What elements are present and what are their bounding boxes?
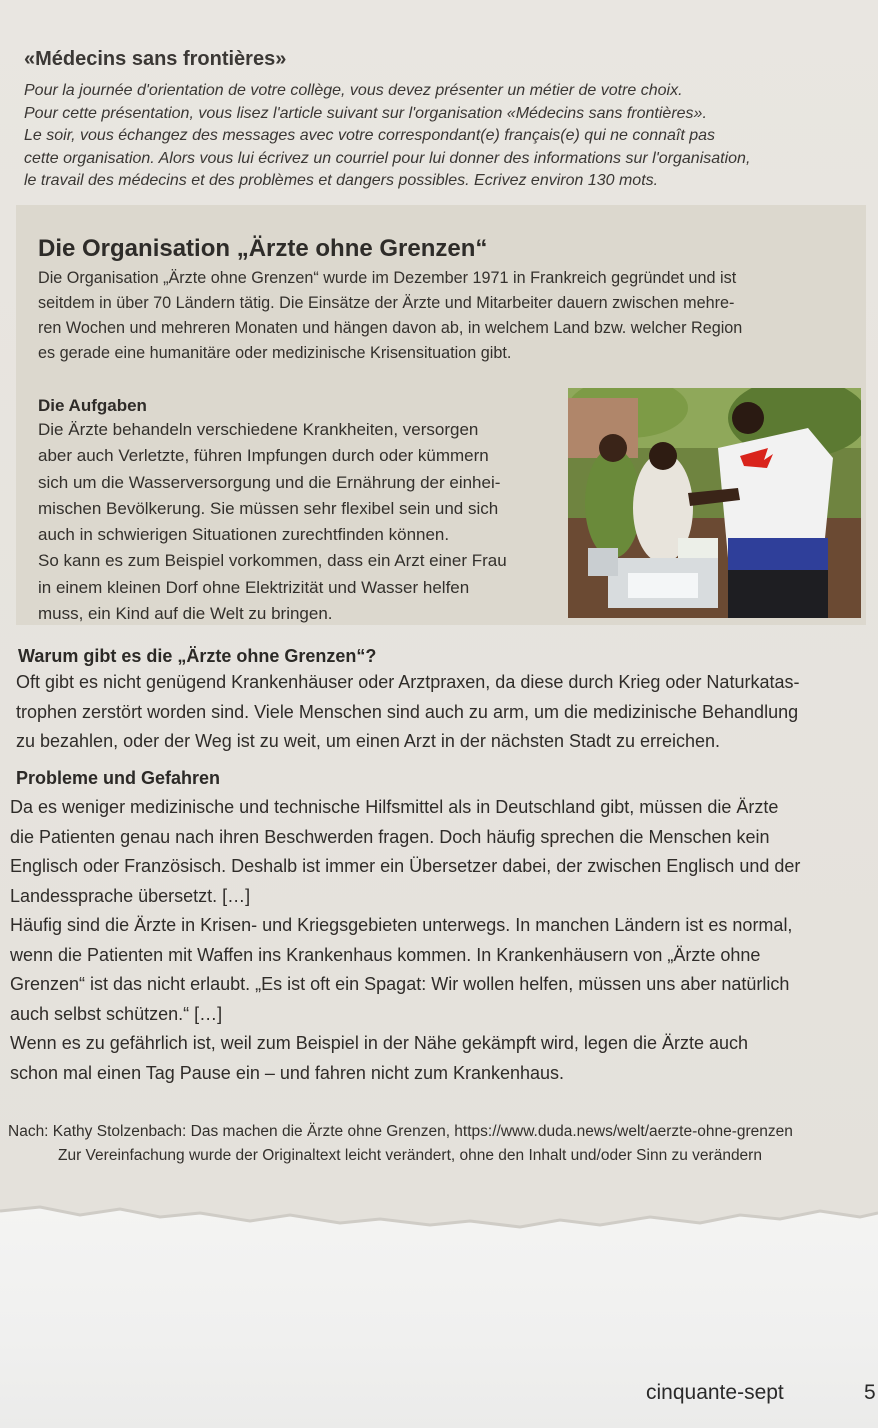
task-line: Pour cette présentation, vous lisez l'article suivant sur l'organisation «Médecins sans frontières».	[24, 104, 707, 122]
task-line: cette organisation. Alors vous lui écrivez un courriel pour lui donner des informations sur l'organisation,	[24, 149, 751, 167]
source-citation	[8, 1120, 878, 1168]
probleme-line: Da es weniger medizinische und technische Hilfsmittel als in Deutschland gibt, müssen die Ärzte	[10, 797, 779, 817]
aufgaben-line: Die Ärzte behandeln verschiedene Krankheiten, versorgen	[38, 420, 479, 439]
article-title: Die Organisation „Ärzte ohne Grenzen“	[38, 235, 488, 262]
warum-line: zu bezahlen, oder der Weg ist zu weit, um einen Arzt in der nächsten Stadt zu erreichen.	[16, 731, 721, 751]
probleme-line: Englisch oder Französisch. Deshalb ist immer ein Übersetzer dabei, der zwischen Englisch und der	[10, 856, 801, 876]
intro-line: es gerade eine humanitäre oder medizinische Krisensituation gibt.	[38, 344, 512, 362]
probleme-line: wenn die Patienten mit Waffen ins Krankenhaus kommen. In Krankenhäusern von „Ärzte ohne	[10, 944, 761, 965]
french-task-text	[24, 80, 864, 193]
torn-edge	[0, 1165, 878, 1245]
aufgaben-line: So kann es zum Beispiel vorkommen, dass ein Arzt einer Frau	[38, 551, 507, 571]
aufgaben-line: muss, ein Kind auf die Welt zu bringen.	[38, 604, 333, 624]
aufgaben-heading: Die Aufgaben	[38, 396, 147, 415]
probleme-line: Landessprache übersetzt. […]	[10, 885, 251, 906]
french-title: «Médecins sans frontières»	[24, 48, 287, 70]
source-line: Zur Vereinfachung wurde der Originaltext leicht verändert, ohne den Inhalt und/oder Sinn zu verändern	[58, 1147, 762, 1164]
aufgaben-line: aber auch Verletzte, führen Impfungen durch oder kümmern	[38, 446, 489, 466]
aufgaben-line: auch in schwierigen Situationen zurechtfinden können.	[38, 525, 450, 545]
probleme-line: auch selbst schützen.“ […]	[10, 1003, 223, 1024]
probleme-line: die Patienten genau nach ihren Beschwerden fragen. Doch häufig sprechen die Menschen kein	[10, 826, 770, 847]
probleme-line: Grenzen“ ist das nicht erlaubt. „Es ist oft ein Spagat: Wir wollen helfen, müssen uns aber natürlich	[10, 974, 790, 994]
page-number-word: cinquante-sept	[646, 1381, 784, 1404]
aufgaben-text	[38, 417, 558, 627]
intro-line: Die Organisation „Ärzte ohne Grenzen“ wurde im Dezember 1971 in Frankreich gegründet und ist	[38, 269, 737, 287]
warum-line: Oft gibt es nicht genügend Krankenhäuser oder Arztpraxen, da diese durch Krieg oder Naturkatas-	[16, 672, 800, 692]
probleme-line: schon mal einen Tag Pause ein – und fahren nicht zum Krankenhaus.	[10, 1062, 565, 1083]
task-line: le travail des médecins et des problèmes et dangers possibles. Ecrivez environ 130 mots.	[24, 172, 659, 189]
warum-heading: Warum gibt es die „Ärzte ohne Grenzen“?	[18, 646, 377, 666]
intro-line: ren Wochen und mehreren Monaten und hängen davon ab, in welchem Land bzw. welcher Region	[38, 319, 743, 337]
aufgaben-line: in einem kleinen Dorf ohne Elektrizität und Wasser helfen	[38, 577, 470, 597]
aufgaben-line: mischen Bevölkerung. Sie müssen sehr flexibel sein und sich	[38, 498, 499, 518]
probleme-heading: Probleme und Gefahren	[16, 768, 221, 788]
task-line: Le soir, vous échangez des messages avec votre correspondant(e) français(e) qui ne connaît pas	[24, 127, 716, 144]
intro-line: seitdem in über 70 Ländern tätig. Die Einsätze der Ärzte und Mitarbeiter dauern zwischen mehre-	[38, 294, 735, 312]
task-line: Pour la journée d'orientation de votre collège, vous devez présenter un métier de votre choix.	[24, 82, 683, 99]
source-line: Nach: Kathy Stolzenbach: Das machen die Ärzte ohne Grenzen, https://www.duda.news/welt/aerzte-ohne-grenzen	[8, 1123, 793, 1140]
probleme-line: Wenn es zu gefährlich ist, weil zum Beispiel in der Nähe gekämpft wird, legen die Ärzte auch	[10, 1033, 749, 1053]
doctor-photo	[568, 388, 861, 618]
article-intro	[38, 266, 858, 366]
warum-line: trophen zerstört worden sind. Viele Menschen sind auch zu arm, um die medizinische Behandlung	[16, 701, 799, 722]
probleme-line: Häufig sind die Ärzte in Krisen- und Kriegsgebieten unterwegs. In manchen Ländern ist es normal,	[10, 915, 793, 935]
warum-text	[16, 668, 878, 757]
page-number: 5	[864, 1381, 876, 1404]
aufgaben-line: sich um die Wasserversorgung und die Ernährung der einhei-	[38, 472, 501, 492]
probleme-text	[10, 793, 878, 1088]
